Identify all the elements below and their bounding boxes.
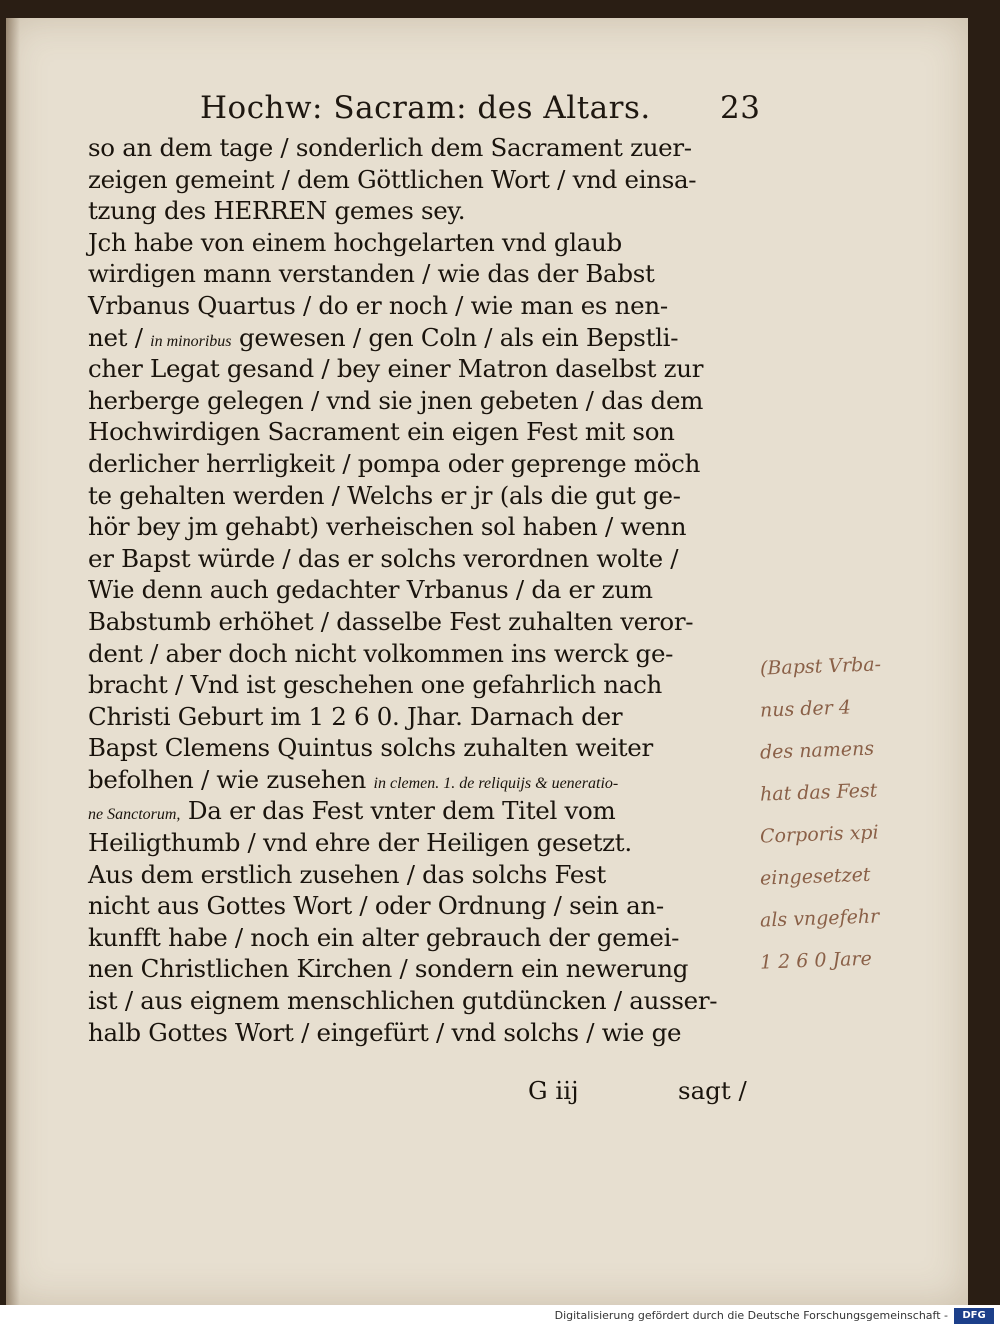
- text-line: er Bapst würde / das er solchs verordnen wolte /: [88, 543, 679, 573]
- text-line: Bapst Clemens Quintus solchs zuhalten weiter: [88, 733, 653, 763]
- text-line: bracht / Vnd ist geschehen one gefahrlich nach: [88, 670, 662, 700]
- footer-bar: [0, 1305, 1000, 1328]
- text-line: Heiligthumb / vnd ehre der Heiligen gesetzt.: [88, 828, 632, 858]
- text-line: dent / aber doch nicht volkommen ins werck ge-: [88, 638, 674, 668]
- running-header: [200, 82, 820, 132]
- text-line: [88, 322, 768, 354]
- text-line: hör bey jm gehabt) verheischen sol haben / wenn: [88, 512, 687, 542]
- body-text: [88, 132, 768, 1048]
- marginal-note-line: (Bapst Vrba-: [759, 653, 882, 680]
- text-line: [88, 764, 768, 796]
- page-gutter-shadow: [6, 18, 20, 1305]
- text-segment: gewesen / gen Coln / als ein Bepstli-: [231, 322, 679, 352]
- marginal-note-line: eingesetzet: [759, 863, 871, 890]
- text-line: Aus dem erstlich zusehen / das solchs Fest: [88, 859, 606, 889]
- text-line: Hochwirdigen Sacrament ein eigen Fest mit son: [88, 417, 675, 447]
- text-line: herberge gelegen / vnd sie jnen gebeten / das dem: [88, 385, 704, 415]
- text-segment: Da er das Fest vnter dem Titel vom: [180, 796, 616, 826]
- marginal-note-line: hat das Fest: [759, 779, 878, 806]
- text-line: zeigen gemeint / dem Göttlichen Wort / vnd einsa-: [88, 164, 697, 194]
- text-line: [88, 795, 768, 827]
- handwritten-marginal-note: [760, 644, 965, 980]
- text-line: wirdigen mann verstanden / wie das der Babst: [88, 259, 655, 289]
- marginal-note-line: als vngefehr: [759, 905, 880, 932]
- text-line: Vrbanus Quartus / do er noch / wie man es nen-: [88, 290, 668, 320]
- text-line: Christi Geburt im 1 2 6 0. Jhar. Darnach der: [88, 701, 623, 731]
- funding-credit: Digitalisierung gefördert durch die Deutsche Forschungsgemeinschaft -: [554, 1309, 948, 1322]
- text-segment: net /: [88, 322, 151, 352]
- page-number: 23: [720, 90, 761, 126]
- marginal-note-line: 1 2 6 0 Jare: [759, 947, 873, 974]
- text-line: Jch habe von einem hochgelarten vnd glaub: [88, 227, 622, 257]
- text-line: nicht aus Gottes Wort / oder Ordnung / sein an-: [88, 891, 664, 921]
- dfg-logo: DFG: [954, 1308, 994, 1324]
- text-line: ist / aus eignem menschlichen gutdüncken / ausser-: [88, 986, 718, 1016]
- text-line: Babstumb erhöhet / dasselbe Fest zuhalten veror-: [88, 606, 694, 636]
- running-title: Hochw: Sacram: des Altars.: [200, 90, 651, 126]
- catchword-line: [88, 1076, 768, 1116]
- latin-citation: ne Sanctorum,: [88, 806, 181, 824]
- catchword: sagt /: [678, 1076, 747, 1105]
- signature-mark: G iij: [528, 1076, 579, 1105]
- text-line: Wie denn auch gedachter Vrbanus / da er zum: [88, 575, 653, 605]
- text-line: halb Gottes Wort / eingefürt / vnd solchs / wie ge: [88, 1017, 682, 1047]
- text-line: te gehalten werden / Welchs er jr (als die gut ge-: [88, 480, 681, 510]
- text-segment: befolhen / wie zusehen: [88, 764, 374, 794]
- latin-citation: in minoribus: [150, 332, 232, 350]
- text-line: tzung des HERREN gemes sey.: [88, 196, 466, 226]
- marginal-note-line: nus der 4: [759, 696, 852, 722]
- text-line: kunfft habe / noch ein alter gebrauch der gemei-: [88, 922, 680, 952]
- marginal-note-line: des namens: [759, 737, 875, 764]
- marginal-note-line: Corporis xpi: [759, 821, 879, 848]
- text-line: so an dem tage / sonderlich dem Sacrament zuer-: [88, 133, 692, 162]
- latin-citation: in clemen. 1. de reliquijs & ueneratio-: [373, 774, 619, 792]
- text-line: nen Christlichen Kirchen / sondern ein newerung: [88, 954, 689, 984]
- text-line: cher Legat gesand / bey einer Matron daselbst zur: [88, 354, 704, 384]
- text-line: derlicher herrligkeit / pompa oder geprenge möch: [88, 448, 701, 478]
